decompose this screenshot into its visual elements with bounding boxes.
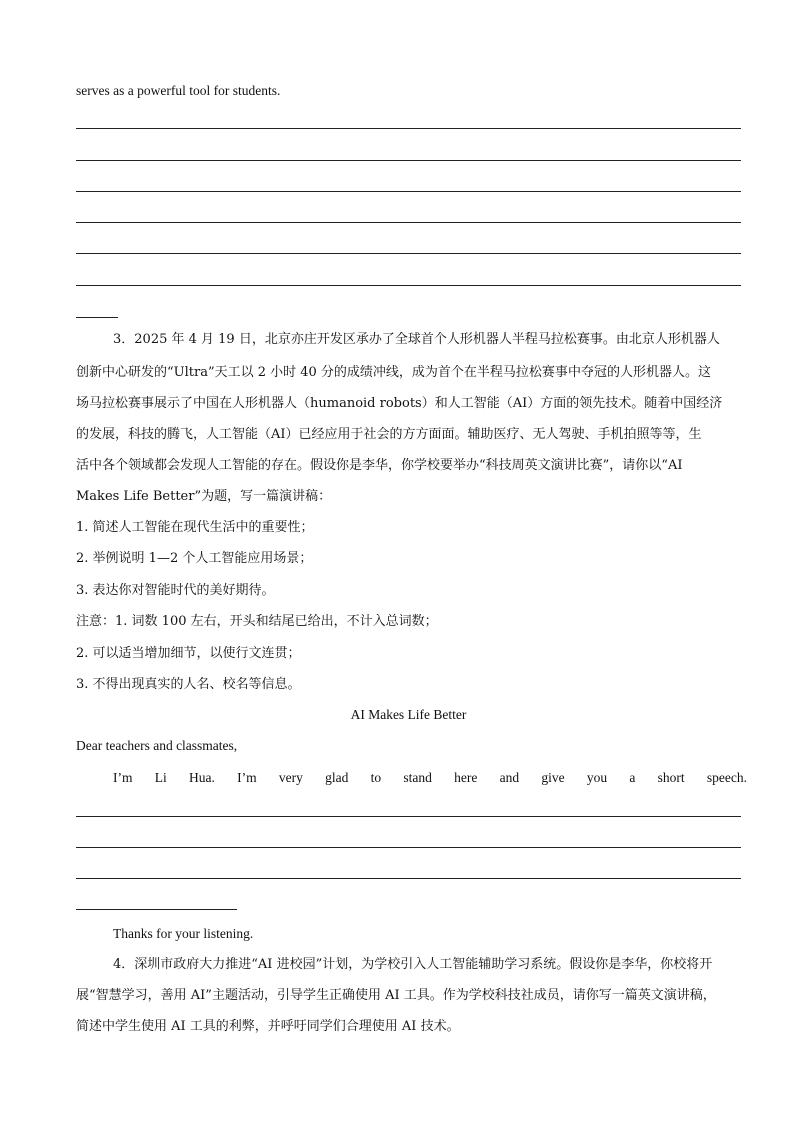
opening-word: give <box>541 770 565 785</box>
opening-word: glad <box>325 770 349 785</box>
q2-trailing-text: serves as a powerful tool for students. <box>76 83 281 98</box>
q3-note: 2. 可以适当增加细节，以使行文连贯； <box>76 646 301 661</box>
opening-word: to <box>370 770 382 785</box>
answer-line[interactable] <box>76 253 741 254</box>
opening-word: and <box>499 770 520 785</box>
answer-line[interactable] <box>76 222 741 223</box>
opening-sentence <box>113 769 747 787</box>
q3-requirement: 3. 表达你对智能时代的美好期待。 <box>76 583 275 598</box>
q3-note: 注意：1. 词数 100 左右，开头和结尾已给出，不计入总词数； <box>76 614 438 629</box>
answer-line[interactable] <box>76 191 741 192</box>
closing: Thanks for your listening. <box>113 926 254 941</box>
answer-line-short[interactable] <box>76 317 118 318</box>
opening-word: Hua. <box>189 770 215 785</box>
q3-paragraph-line: 3．2025 年 4 月 19 日，北京亦庄开发区承办了全球首个人形机器人半程马拉松赛事。由北京人形机器人 <box>113 332 720 347</box>
q3-paragraph-line: 场马拉松赛事展示了中国在人形机器人（humanoid robots）和人工智能（AI）方面的领先技术。随着中国经济 <box>76 396 723 411</box>
opening-word: you <box>586 770 608 785</box>
q4-paragraph-line: 展“智慧学习，善用 AI”主题活动，引导学生正确使用 AI 工具。作为学校科技社成员，请你写一篇英文演讲稿， <box>76 988 716 1003</box>
answer-line[interactable] <box>76 878 741 879</box>
opening-word: Li <box>154 770 167 785</box>
q3-paragraph-line: 活中各个领域都会发现人工智能的存在。假设你是李华，你学校要举办“科技周英文演讲比赛”，请你以“AI <box>76 458 683 473</box>
q3-requirement: 2. 举例说明 1—2 个人工智能应用场景； <box>76 551 313 566</box>
q3-paragraph-line: 创新中心研发的“Ultra”天工以 2 小时 40 分的成绩冲线，成为首个在半程马拉松赛事中夺冠的人形机器人。这 <box>76 365 711 380</box>
opening-word: short <box>657 770 685 785</box>
q4-paragraph-line: 简述中学生使用 AI 工具的利弊，并呼吁同学们合理使用 AI 技术。 <box>76 1019 460 1034</box>
q3-paragraph-line: Makes Life Better”为题，写一篇演讲稿： <box>76 489 332 504</box>
answer-line[interactable] <box>76 816 741 817</box>
q4-paragraph-line: 4．深圳市政府大力推进“AI 进校园”计划，为学校引入人工智能辅助学习系统。假设你是李华，你校将开 <box>113 957 713 972</box>
salutation: Dear teachers and classmates, <box>76 738 238 753</box>
opening-word: I’m <box>237 770 257 785</box>
answer-line[interactable] <box>76 285 741 286</box>
answer-line-short[interactable] <box>76 909 237 910</box>
opening-word: stand <box>403 770 432 785</box>
essay-title: AI Makes Life Better <box>350 707 467 722</box>
q3-requirement: 1. 简述人工智能在现代生活中的重要性； <box>76 520 314 535</box>
answer-line[interactable] <box>76 160 741 161</box>
opening-word: very <box>278 770 303 785</box>
answer-line[interactable] <box>76 128 741 129</box>
q3-note: 3. 不得出现真实的人名、校名等信息。 <box>76 677 301 692</box>
q3-paragraph-line: 的发展，科技的腾飞，人工智能（AI）已经应用于社会的方方面面。辅助医疗、无人驾驶、手机拍照等等，生 <box>76 427 702 442</box>
opening-word: speech. <box>706 770 747 785</box>
answer-line[interactable] <box>76 847 741 848</box>
opening-word: here <box>454 770 478 785</box>
opening-word: a <box>629 770 636 785</box>
opening-word: I’m <box>113 770 133 785</box>
